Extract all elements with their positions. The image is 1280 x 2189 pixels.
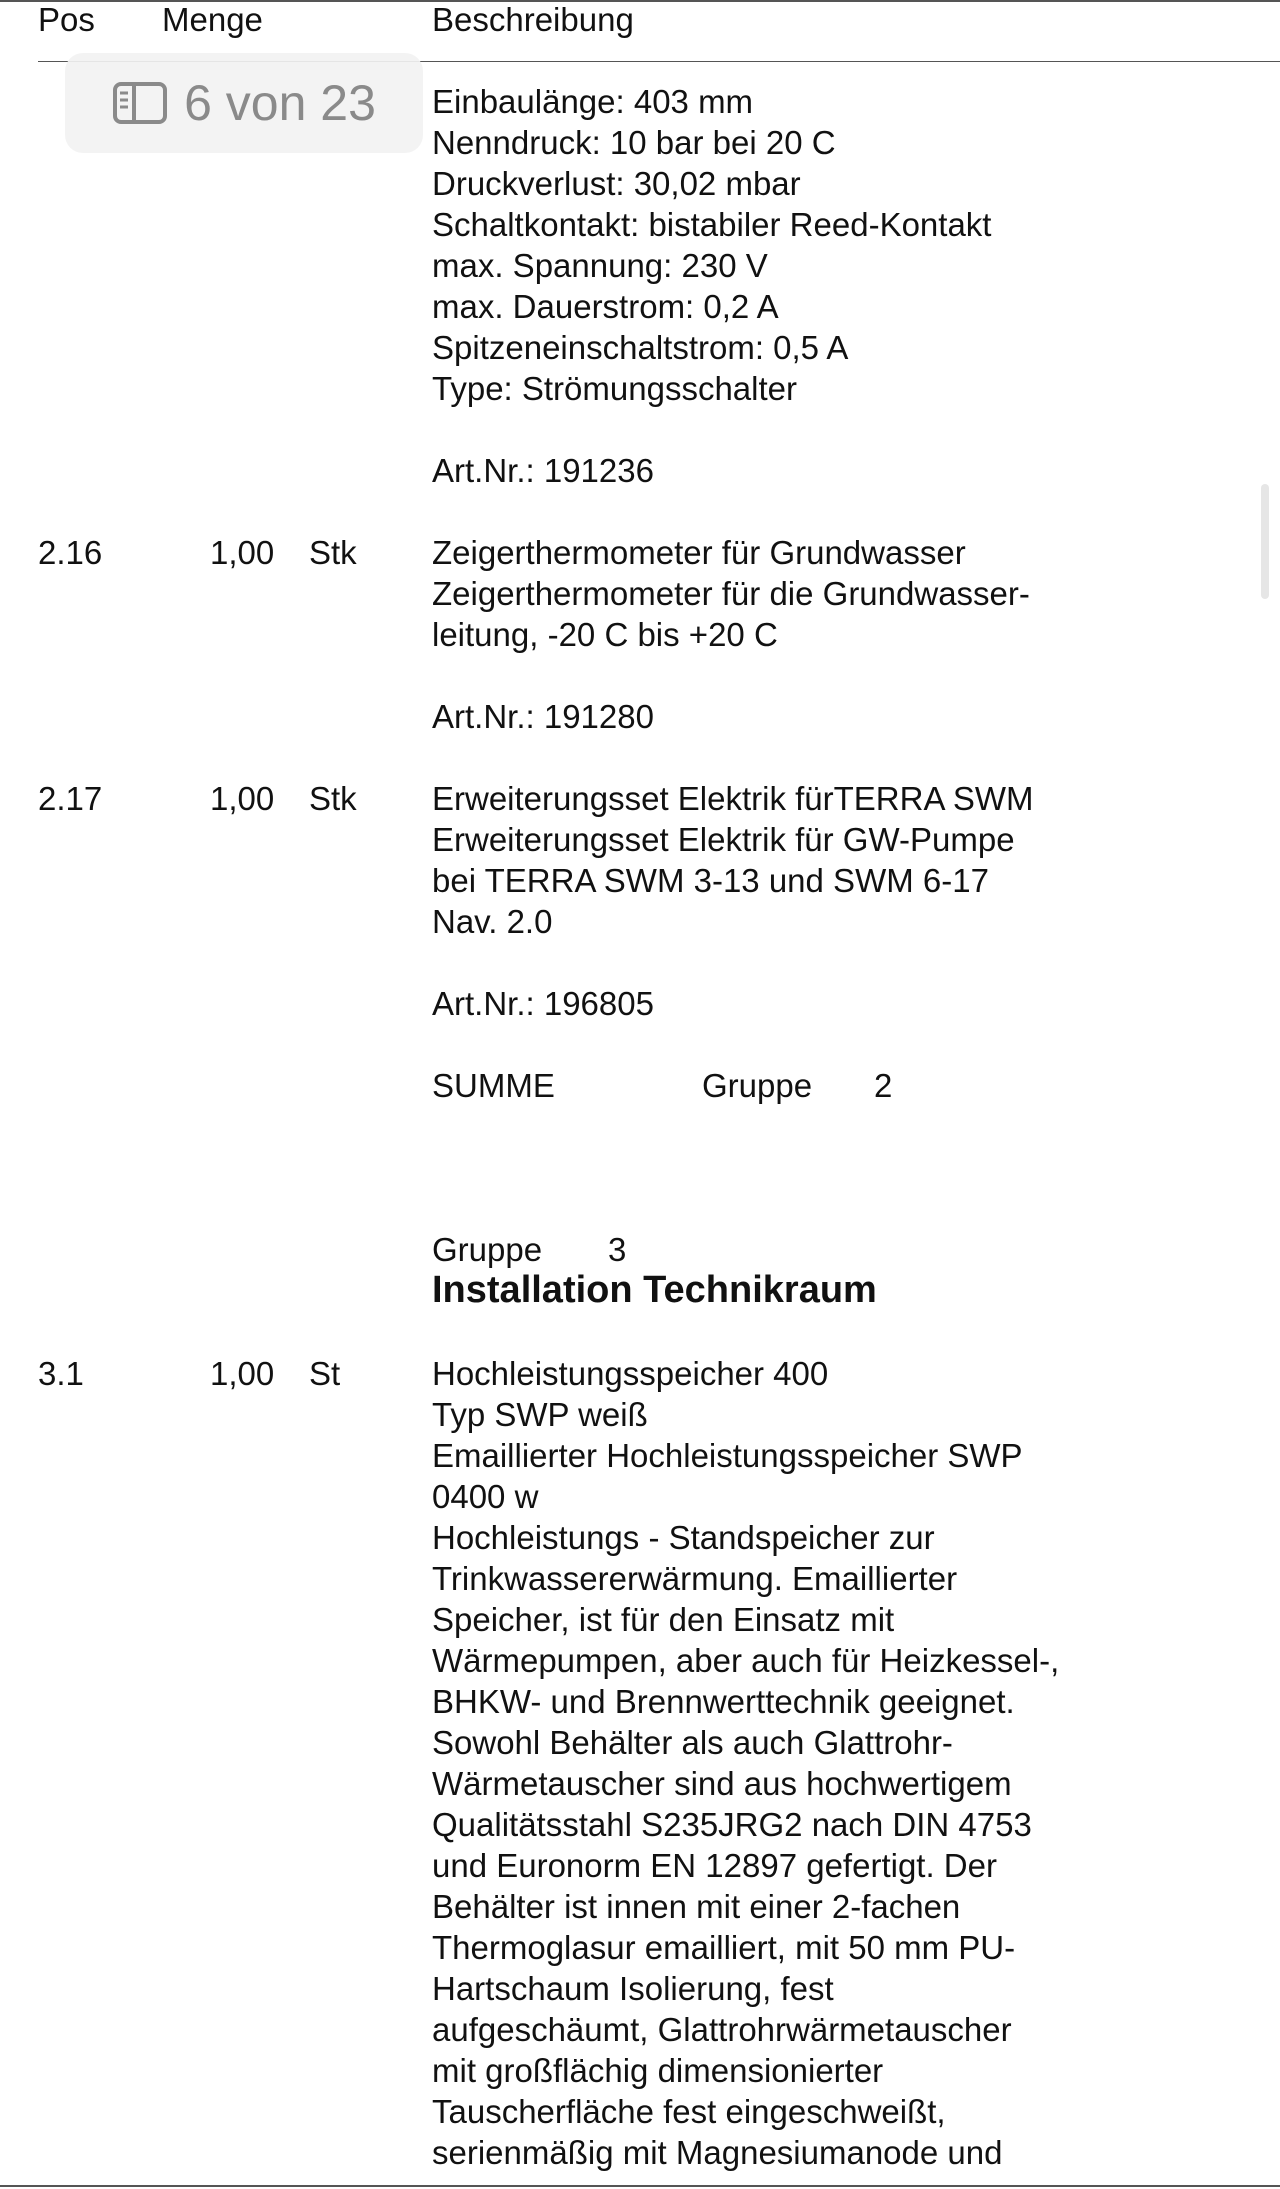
gruppe-number: 3 (608, 1231, 627, 1268)
gruppe-label: Gruppe (702, 1067, 813, 1104)
sidebar-icon (112, 81, 168, 125)
description-line: BHKW- und Brennwerttechnik geeignet. (432, 1683, 1015, 1720)
description-line: Wärmepumpen, aber auch für Heizkessel-, (432, 1642, 1060, 1679)
description-line: Druckverlust: 30,02 mbar (432, 165, 801, 202)
header-pos: Pos (38, 1, 95, 38)
pos-number: 2.16 (38, 534, 103, 571)
description-line: und Euronorm EN 12897 gefertigt. Der (432, 1847, 997, 1884)
unit: St (309, 1355, 341, 1392)
description-line: Wärmetauscher sind aus hochwertigem (432, 1765, 1012, 1802)
description-line: mit großflächig dimensionierter (432, 2052, 884, 2089)
pos-number: 3.1 (38, 1355, 84, 1392)
scrollbar-thumb[interactable] (1261, 484, 1269, 599)
unit: Stk (309, 534, 357, 571)
quantity: 1,00 (210, 1355, 275, 1392)
description-line: Trinkwassererwärmung. Emaillierter (432, 1560, 958, 1597)
page-indicator[interactable] (65, 53, 423, 153)
description-line: max. Dauerstrom: 0,2 A (432, 288, 779, 325)
description-line: Qualitätsstahl S235JRG2 nach DIN 4753 (432, 1806, 1032, 1843)
description-line: Zeigerthermometer für die Grundwasser- (432, 575, 1030, 612)
article-number: Art.Nr.: 191236 (432, 452, 654, 489)
description-line: Behälter ist innen mit einer 2-fachen (432, 1888, 961, 1925)
unit: Stk (309, 780, 357, 817)
description-line: Emaillierter Hochleistungsspeicher SWP (432, 1437, 1023, 1474)
quantity: 1,00 (210, 780, 275, 817)
description-line: Hartschaum Isolierung, fest (432, 1970, 834, 2007)
description-line: Typ SWP weiß (432, 1396, 648, 1433)
description-line: Spitzeneinschaltstrom: 0,5 A (432, 329, 849, 366)
description-line: Einbaulänge: 403 mm (432, 83, 754, 120)
description-line: 0400 w (432, 1478, 539, 1515)
gruppe-label: Gruppe (432, 1231, 543, 1268)
description-line: aufgeschäumt, Glattrohrwärmetauscher (432, 2011, 1012, 2048)
description-line: Erweiterungsset Elektrik fürTERRA SWM (432, 780, 1034, 817)
description-line: Type: Strömungsschalter (432, 370, 797, 407)
description-line: Speicher, ist für den Einsatz mit (432, 1601, 895, 1638)
description-line: leitung, -20 C bis +20 C (432, 616, 778, 653)
bottom-divider (0, 2185, 1280, 2187)
description-line: Zeigerthermometer für Grundwasser (432, 534, 966, 571)
group-title: Installation Technikraum (432, 1269, 877, 1311)
description-line: Sowohl Behälter als auch Glattrohr- (432, 1724, 953, 1761)
quantity: 1,00 (210, 534, 275, 571)
description-line: Hochleistungsspeicher 400 (432, 1355, 829, 1392)
article-number: Art.Nr.: 196805 (432, 985, 654, 1022)
article-number: Art.Nr.: 191280 (432, 698, 654, 735)
description-line: Schaltkontakt: bistabiler Reed-Kontakt (432, 206, 992, 243)
description-line: Erweiterungsset Elektrik für GW-Pumpe (432, 821, 1015, 858)
description-line: Hochleistungs - Standspeicher zur (432, 1519, 935, 1556)
description-line: Nenndruck: 10 bar bei 20 C (432, 124, 836, 161)
description-line: Nav. 2.0 (432, 903, 553, 940)
gruppe-number: 2 (874, 1067, 893, 1104)
description-line: serienmäßig mit Magnesiumanode und (432, 2134, 1003, 2171)
page-indicator-label: 6 von 23 (184, 74, 376, 131)
header-menge: Menge (162, 1, 263, 38)
header-beschreibung: Beschreibung (432, 1, 634, 38)
description-line: max. Spannung: 230 V (432, 247, 768, 284)
description-line: Tauscherfläche fest eingeschweißt, (432, 2093, 946, 2130)
description-line: Thermoglasur emailliert, mit 50 mm PU- (432, 1929, 1016, 1966)
pos-number: 2.17 (38, 780, 103, 817)
summe-label: SUMME (432, 1067, 555, 1104)
description-line: bei TERRA SWM 3-13 und SWM 6-17 (432, 862, 989, 899)
